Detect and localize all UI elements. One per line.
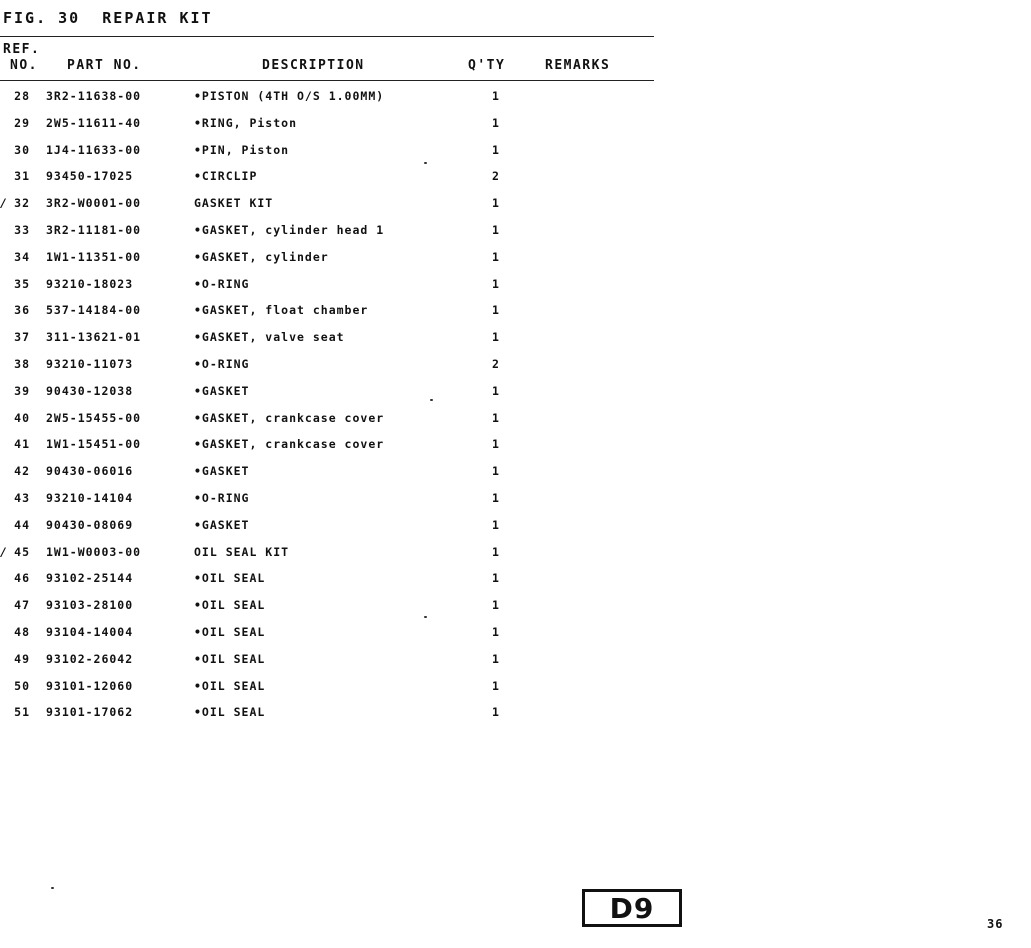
ref-no-cell: 48: [14, 624, 30, 639]
table-row: [0, 300, 654, 327]
table-row: [0, 327, 654, 354]
qty-cell: 1: [492, 517, 500, 532]
ref-no-cell: 46: [14, 571, 30, 586]
description-cell: •GASKET: [194, 383, 250, 398]
part-no-cell: 93101-17062: [46, 705, 134, 720]
check-mark-icon: /: [0, 544, 8, 559]
qty-cell: 1: [492, 678, 500, 693]
description-cell: GASKET KIT: [194, 196, 274, 211]
qty-cell: 1: [492, 330, 500, 345]
qty-cell: 1: [492, 115, 500, 130]
part-no-cell: 93102-25144: [46, 571, 134, 586]
table-row: [0, 622, 654, 649]
table-row: [0, 649, 654, 676]
qty-cell: 1: [492, 490, 500, 505]
part-no-cell: 2W5-11611-40: [46, 115, 142, 130]
qty-cell: 1: [492, 651, 500, 666]
ref-no-cell: 45: [14, 544, 30, 559]
part-no-cell: 93450-17025: [46, 169, 134, 184]
ref-no-cell: 28: [14, 89, 30, 103]
ref-no-cell: 34: [14, 249, 30, 264]
description-cell: •OIL SEAL: [194, 598, 266, 613]
qty-cell: 1: [492, 544, 500, 559]
ref-no-cell: 51: [14, 705, 30, 720]
table-row: [0, 595, 654, 622]
part-no-cell: 311-13621-01: [46, 330, 142, 345]
part-no-cell: 93103-28100: [46, 598, 134, 613]
table-row: [0, 568, 654, 595]
ref-no-cell: 38: [14, 356, 30, 371]
qty-cell: 1: [492, 196, 500, 211]
description-cell: •OIL SEAL: [194, 571, 266, 586]
part-no-cell: 93210-14104: [46, 490, 134, 505]
column-header-qty: Q'TY: [468, 58, 506, 73]
part-no-cell: 3R2-11638-00: [46, 89, 142, 103]
table-row: [0, 676, 654, 703]
part-no-cell: 93102-26042: [46, 651, 134, 666]
description-cell: •GASKET, float chamber: [194, 303, 369, 318]
qty-cell: 1: [492, 571, 500, 586]
scan-speck: [424, 162, 427, 164]
ref-no-cell: 43: [14, 490, 30, 505]
table-row: [0, 86, 654, 113]
check-mark-icon: /: [0, 196, 8, 211]
description-cell: •PISTON (4TH O/S 1.00MM): [194, 89, 385, 103]
qty-cell: 1: [492, 222, 500, 237]
column-header-ref-line1: REF.: [3, 42, 41, 57]
ref-no-cell: 35: [14, 276, 30, 291]
table-row: [0, 434, 654, 461]
description-cell: •OIL SEAL: [194, 624, 266, 639]
figure-title: FIG. 30 REPAIR KIT: [3, 9, 213, 27]
part-no-cell: 93210-18023: [46, 276, 134, 291]
description-cell: •GASKET, crankcase cover: [194, 437, 385, 452]
description-cell: •RING, Piston: [194, 115, 298, 130]
table-row: [0, 274, 654, 301]
part-no-cell: 3R2-11181-00: [46, 222, 142, 237]
column-header-remarks: REMARKS: [545, 58, 611, 73]
qty-cell: 1: [492, 624, 500, 639]
parts-table: [0, 86, 654, 729]
ref-no-cell: 30: [14, 142, 30, 157]
section-badge: D9: [582, 889, 682, 927]
description-cell: •O-RING: [194, 356, 250, 371]
description-cell: •GASKET, cylinder: [194, 249, 329, 264]
ref-no-cell: 50: [14, 678, 30, 693]
qty-cell: 1: [492, 410, 500, 425]
description-cell: •GASKET: [194, 464, 250, 479]
scan-speck: [51, 887, 54, 889]
column-header-description: DESCRIPTION: [262, 58, 365, 73]
column-header-ref-line2: NO.: [10, 58, 38, 73]
ref-no-cell: 49: [14, 651, 30, 666]
part-no-cell: 1W1-11351-00: [46, 249, 142, 264]
table-row: [0, 220, 654, 247]
qty-cell: 1: [492, 437, 500, 452]
table-row: [0, 408, 654, 435]
table-row: [0, 140, 654, 167]
part-no-cell: 90430-08069: [46, 517, 134, 532]
table-row: [0, 193, 654, 220]
column-header-part-no: PART NO.: [67, 58, 142, 73]
table-row: [0, 166, 654, 193]
description-cell: •GASKET, cylinder head 1: [194, 222, 385, 237]
ref-no-cell: 47: [14, 598, 30, 613]
ref-no-cell: 32: [14, 196, 30, 211]
qty-cell: 1: [492, 598, 500, 613]
part-no-cell: 93101-12060: [46, 678, 134, 693]
table-row: [0, 381, 654, 408]
ref-no-cell: 31: [14, 169, 30, 184]
ref-no-cell: 40: [14, 410, 30, 425]
page-number: 36: [987, 917, 1004, 931]
part-no-cell: 93210-11073: [46, 356, 134, 371]
ref-no-cell: 29: [14, 115, 30, 130]
description-cell: •GASKET: [194, 517, 250, 532]
table-row: [0, 515, 654, 542]
part-no-cell: 537-14184-00: [46, 303, 142, 318]
table-row: [0, 488, 654, 515]
description-cell: •OIL SEAL: [194, 678, 266, 693]
ref-no-cell: 37: [14, 330, 30, 345]
ref-no-cell: 36: [14, 303, 30, 318]
qty-cell: 1: [492, 276, 500, 291]
description-cell: •O-RING: [194, 490, 250, 505]
description-cell: OIL SEAL KIT: [194, 544, 290, 559]
description-cell: •GASKET, crankcase cover: [194, 410, 385, 425]
qty-cell: 1: [492, 464, 500, 479]
table-row: [0, 542, 654, 569]
scan-speck: [424, 616, 427, 618]
qty-cell: 1: [492, 89, 500, 103]
ref-no-cell: 41: [14, 437, 30, 452]
description-cell: •PIN, Piston: [194, 142, 290, 157]
table-row: [0, 461, 654, 488]
part-no-cell: 2W5-15455-00: [46, 410, 142, 425]
ref-no-cell: 42: [14, 464, 30, 479]
qty-cell: 1: [492, 383, 500, 398]
table-row: [0, 113, 654, 140]
qty-cell: 1: [492, 249, 500, 264]
ref-no-cell: 39: [14, 383, 30, 398]
qty-cell: 2: [492, 356, 500, 371]
description-cell: •GASKET, valve seat: [194, 330, 345, 345]
part-no-cell: 90430-06016: [46, 464, 134, 479]
description-cell: •OIL SEAL: [194, 705, 266, 720]
table-row: [0, 702, 654, 729]
ref-no-cell: 33: [14, 222, 30, 237]
part-no-cell: 3R2-W0001-00: [46, 196, 142, 211]
table-row: [0, 247, 654, 274]
qty-cell: 2: [492, 169, 500, 184]
description-cell: •CIRCLIP: [194, 169, 258, 184]
description-cell: •O-RING: [194, 276, 250, 291]
header-top-rule: [0, 36, 654, 37]
part-no-cell: 90430-12038: [46, 383, 134, 398]
qty-cell: 1: [492, 705, 500, 720]
qty-cell: 1: [492, 142, 500, 157]
ref-no-cell: 44: [14, 517, 30, 532]
part-no-cell: 1W1-15451-00: [46, 437, 142, 452]
part-no-cell: 1J4-11633-00: [46, 142, 142, 157]
header-bottom-rule: [0, 80, 654, 81]
description-cell: •OIL SEAL: [194, 651, 266, 666]
scan-speck: [430, 399, 433, 401]
qty-cell: 1: [492, 303, 500, 318]
part-no-cell: 93104-14004: [46, 624, 134, 639]
part-no-cell: 1W1-W0003-00: [46, 544, 142, 559]
table-row: [0, 354, 654, 381]
